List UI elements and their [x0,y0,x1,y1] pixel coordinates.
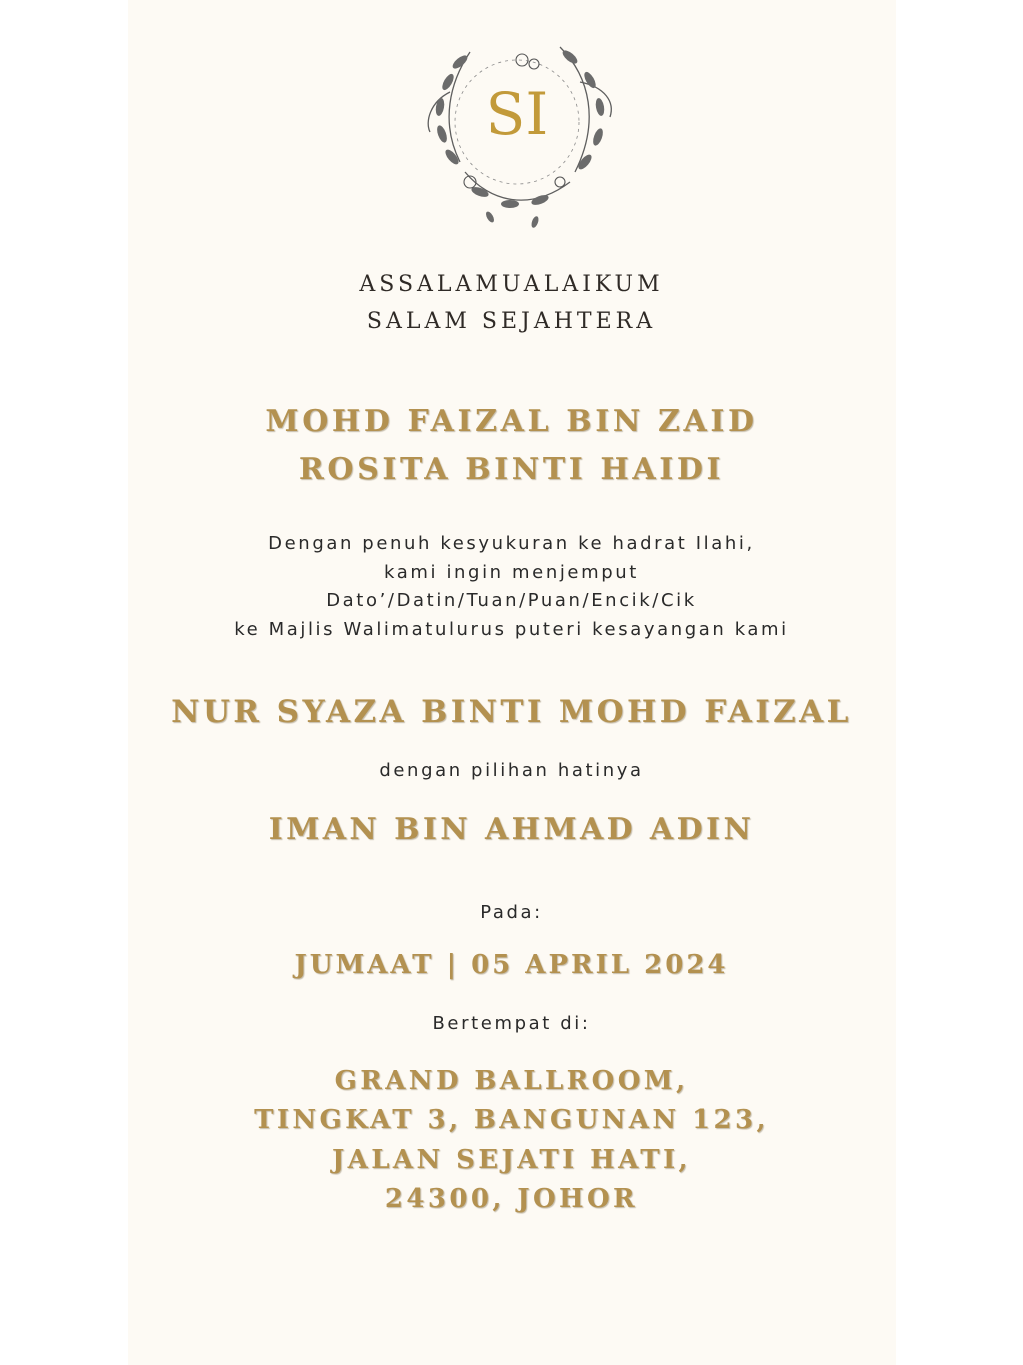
venue-label: Bertempat di: [432,1013,591,1034]
floral-wreath-monogram-icon [410,22,624,236]
father-name: MOHD FAIZAL BIN ZAID [265,404,758,439]
invitation-line-3: Dato’/Datin/Tuan/Puan/Encik/Cik [326,590,697,611]
invitation-line-4: ke Majlis Walimatulurus puteri kesayangan kami [234,619,789,640]
connector-text: dengan pilihan hatinya [379,760,644,781]
monogram-letters: SI [485,80,549,148]
invitation-line-1: Dengan penuh kesyukuran ke hadrat Ilahi, [268,533,755,554]
event-date: JUMAAT | 05 APRIL 2024 [294,950,729,980]
venue-line-1: GRAND BALLROOM, [334,1066,689,1096]
greeting-line-1: ASSALAMUALAIKUM [359,272,664,297]
invitation-line-2: kami ingin menjemput [384,562,639,583]
greeting-line-2: SALAM SEJAHTERA [366,309,657,334]
venue-line-3: JALAN SEJATI HATI, [331,1145,692,1175]
venue-line-4: 24300, JOHOR [384,1184,639,1214]
bride-name: NUR SYAZA BINTI MOHD FAIZAL [171,694,852,730]
date-label: Pada: [480,902,543,923]
groom-name: IMAN BIN AHMAD ADIN [268,812,755,847]
mother-name: ROSITA BINTI HAIDI [298,452,725,487]
venue-line-2: TINGKAT 3, BANGUNAN 123, [254,1105,769,1135]
